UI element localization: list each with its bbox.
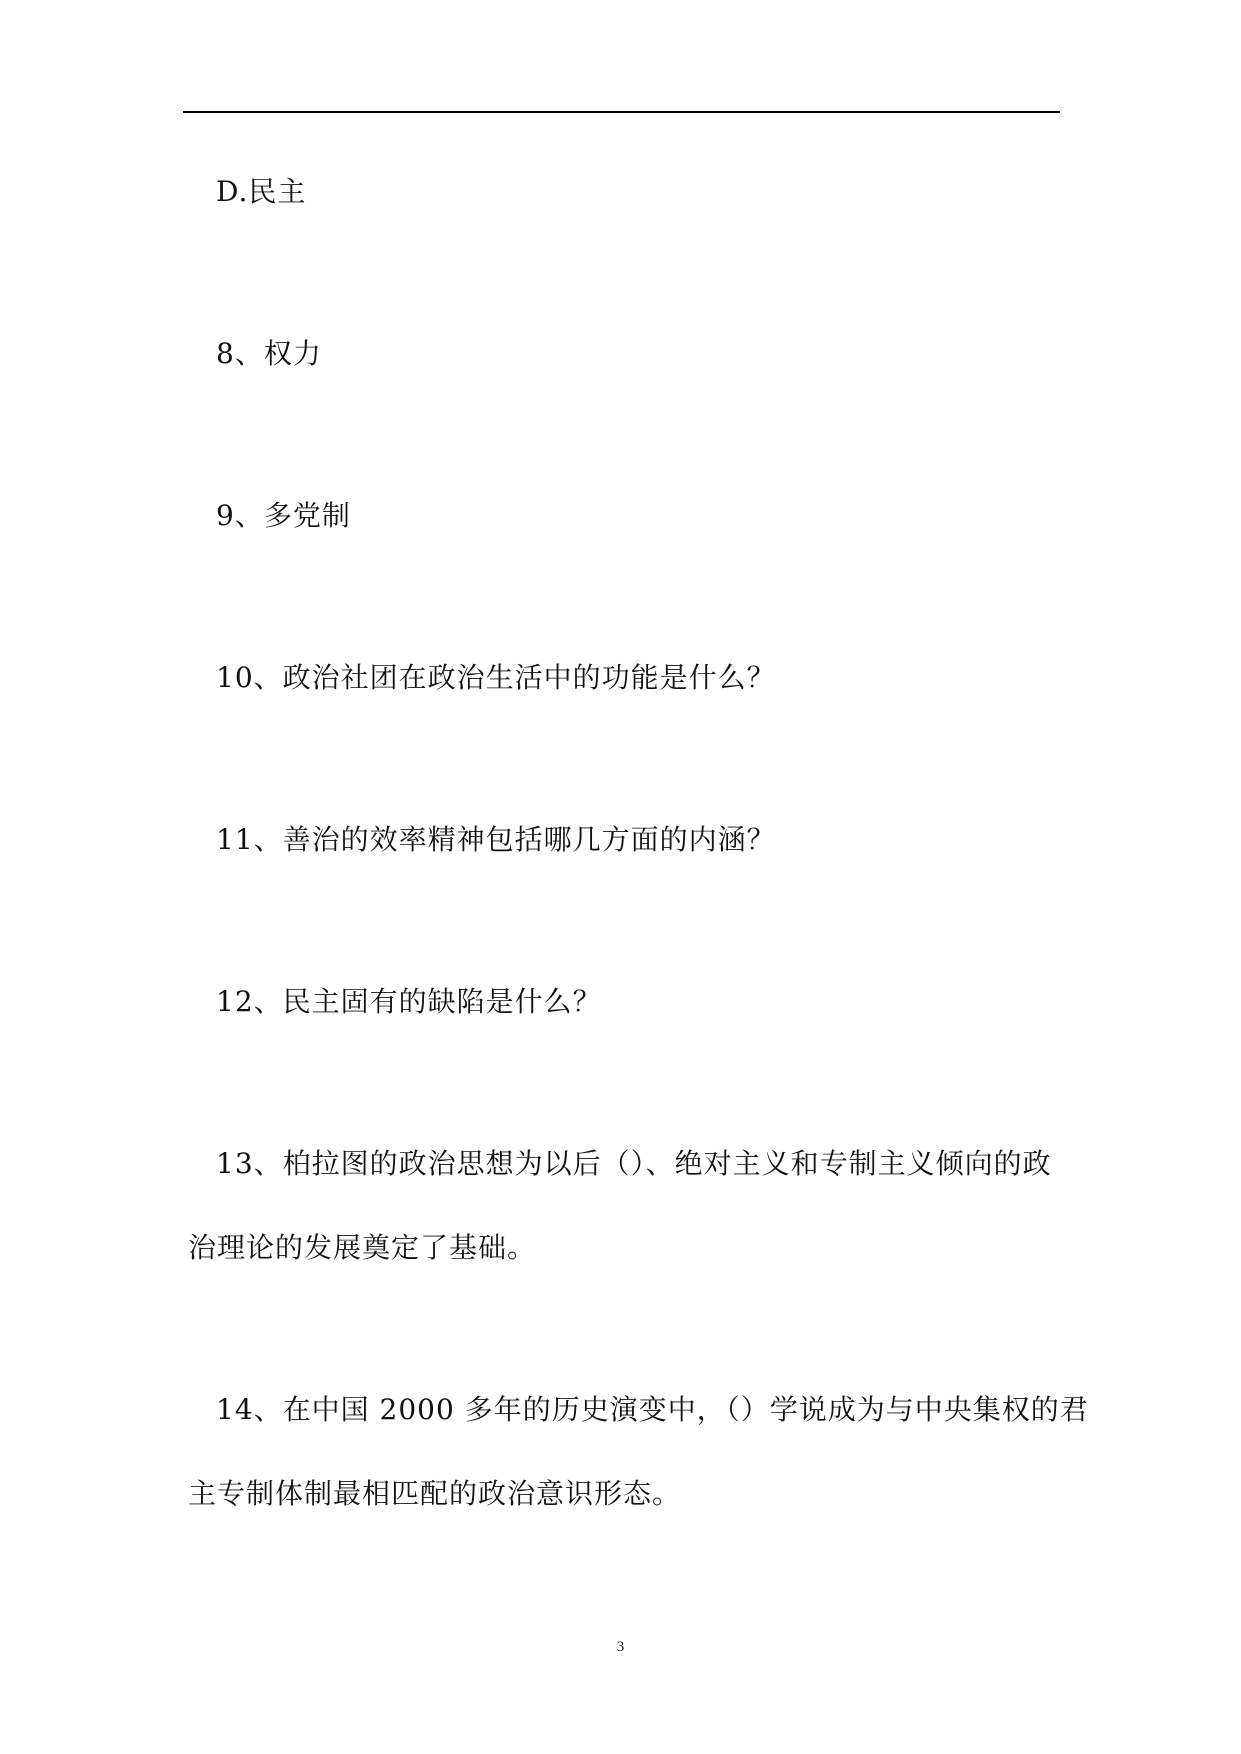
question-14-line-2: 主专制体制最相匹配的政治意识形态。 — [188, 1477, 682, 1510]
question-12-text: 12、民主固有的缺陷是什么？ — [216, 985, 602, 1018]
option-d-text: D.民主 — [216, 175, 307, 208]
header-rule — [183, 111, 1060, 113]
question-11-text: 11、善治的效率精神包括哪几方面的内涵？ — [216, 823, 776, 856]
page-number: 3 — [616, 1639, 625, 1655]
question-13-line-2: 治理论的发展奠定了基础。 — [188, 1231, 537, 1264]
question-14-line-1: 14、在中国 2000 多年的历史演变中，（）学说成为与中央集权的君 — [216, 1393, 1089, 1426]
question-13-line-1: 13、柏拉图的政治思想为以后（）、绝对主义和专制主义倾向的政 — [216, 1147, 1052, 1180]
question-9-text: 9、多党制 — [216, 499, 351, 532]
question-10-text: 10、政治社团在政治生活中的功能是什么？ — [216, 661, 776, 694]
question-8-text: 8、权力 — [216, 337, 322, 370]
